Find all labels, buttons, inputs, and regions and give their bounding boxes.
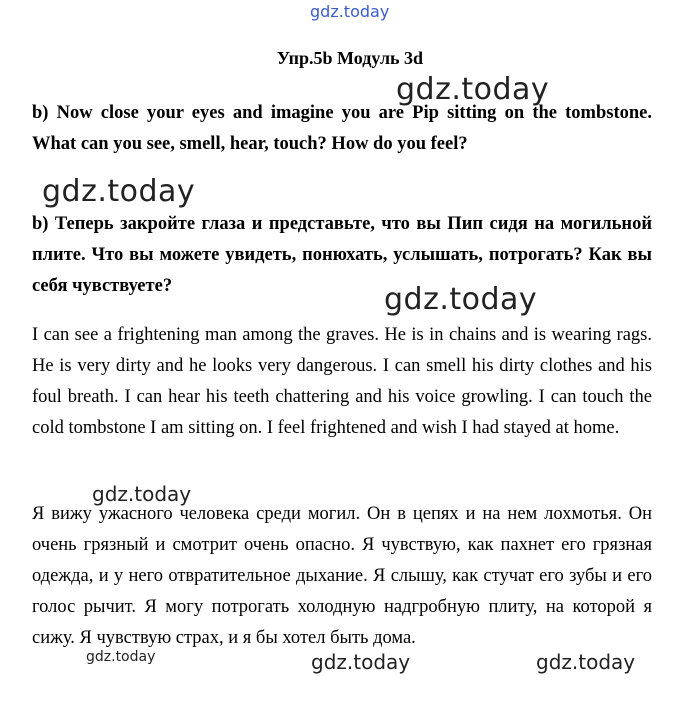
watermark: gdz.today (536, 650, 636, 674)
task-russian: b) Теперь закройте глаза и представьте, что вы Пип сидя на могильной плите. Что вы можете увидеть, понюхать, услышать, потрогать? Как вы себя чувствуете? (32, 214, 652, 296)
watermark: gdz.today (311, 650, 411, 674)
answer-english: I can see a frightening man among the graves. He is in chains and is wearing rags. He is very dirty and he looks very dangerous. I can smell his dirty clothes and his foul breath. I can hear his teeth chattering and his voice growling. I can touch the cold tombstone I am sitting on. I feel frightened and wish I had stayed at home. (32, 325, 652, 438)
watermark: gdz.today (86, 649, 156, 665)
watermark: gdz.today (384, 282, 538, 317)
task-english: b) Now close your eyes and imagine you are Pip sitting on the tombstone. What can you see, smell, hear, touch? How do you feel? (32, 103, 652, 154)
watermark: gdz.today (42, 174, 196, 209)
watermark: gdz.today (92, 482, 192, 506)
watermark: gdz.today (396, 72, 550, 107)
answer-russian: Я вижу ужасного человека среди могил. Он в цепях и на нем лохмотья. Он очень грязный и смотрит очень опасно. Я чувствую, как пахнет его грязная одежда, и у него отвратительное дыхание. Я слышу, как стучат его зубы и его голос рычит. Я могу потрогать холодную надгробную плиту, на которой я сижу. Я чувствую страх, и я бы хотел быть дома. (32, 504, 652, 648)
watermark-top: gdz.today (310, 2, 390, 21)
page-title: Упр.5b Модуль 3d (276, 48, 424, 68)
